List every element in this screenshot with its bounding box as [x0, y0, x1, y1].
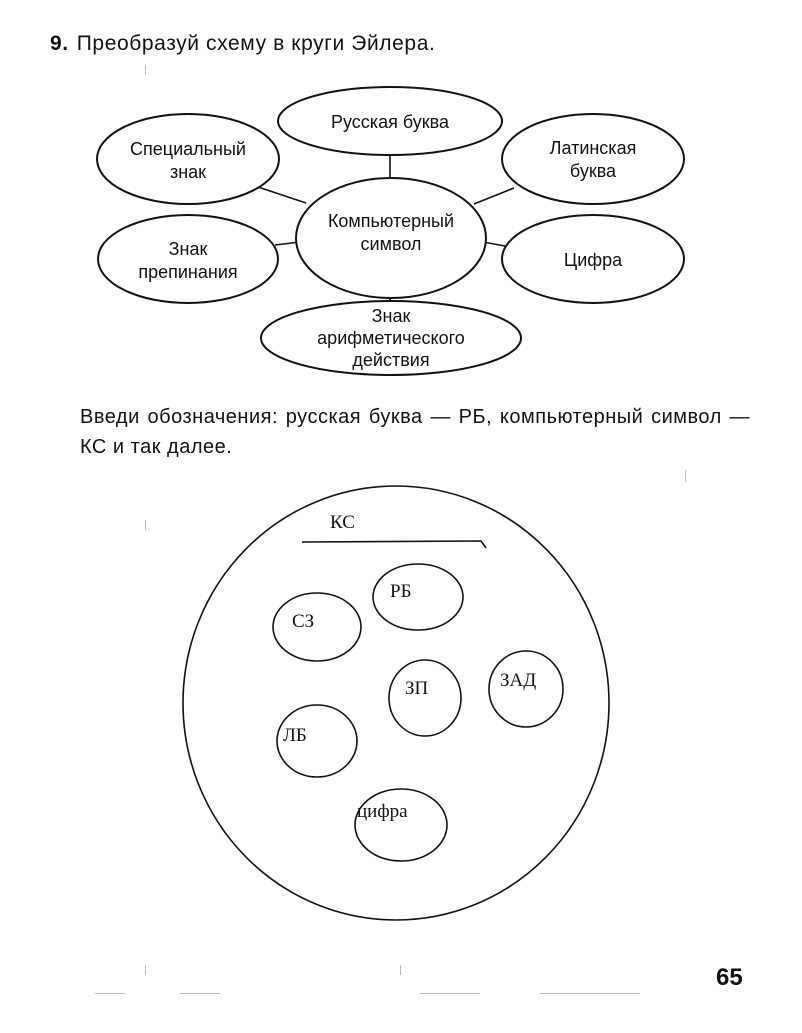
russian-letter-label: Русская буква [331, 112, 449, 132]
latin-letter-label-line1: Латинская [549, 138, 637, 158]
instruction-text: Введи обозначения: русская буква — РБ, компьютерный символ — КС и так далее. [80, 406, 750, 458]
arithmetic-label-line1: Знак [371, 306, 411, 326]
euler-label-lb: ЛБ [283, 725, 307, 746]
euler-label-rb: РБ [390, 581, 412, 602]
euler-label-zad: ЗАД [500, 670, 537, 691]
scheme-node-digit [502, 215, 684, 303]
euler-diagram [183, 486, 609, 920]
euler-circle-sz [273, 593, 361, 661]
scheme-node-punctuation [98, 215, 278, 303]
page-number: 65 [716, 964, 743, 991]
scheme-node-russian-letter [278, 87, 502, 155]
euler-circle-cifra [355, 789, 447, 861]
special-sign-label-line1: Специальный [130, 139, 246, 159]
euler-label-zp: ЗП [405, 678, 429, 699]
euler-underline [302, 541, 486, 548]
latin-letter-label-line2: буква [569, 161, 617, 181]
center-label-line1: Компьютерный [327, 211, 455, 231]
connector-special-sign [258, 187, 306, 203]
scheme-node-special-sign [97, 114, 279, 204]
scheme-node-center [296, 178, 486, 298]
punctuation-label-line2: препинания [138, 262, 238, 282]
euler-label-ks: КС [330, 512, 355, 533]
task-title: Преобразуй схему в круги Эйлера. [76, 32, 436, 55]
arithmetic-label-line3: действия [352, 350, 430, 370]
euler-outer-circle-ks [183, 486, 609, 920]
task-number: 9. [50, 32, 69, 55]
connector-latin-letter [474, 188, 514, 204]
euler-label-sz: СЗ [292, 611, 315, 632]
euler-label-cifra: цифра [357, 801, 408, 822]
euler-circle-rb [373, 564, 463, 630]
scheme-node-arithmetic [261, 301, 521, 375]
special-sign-label-line2: знак [169, 162, 207, 182]
scheme-node-latin-letter [502, 114, 684, 204]
center-label-line2: символ [360, 234, 422, 254]
arithmetic-label-line2: арифметического [317, 328, 465, 348]
digit-label: Цифра [563, 250, 623, 270]
punctuation-label-line1: Знак [168, 239, 208, 259]
